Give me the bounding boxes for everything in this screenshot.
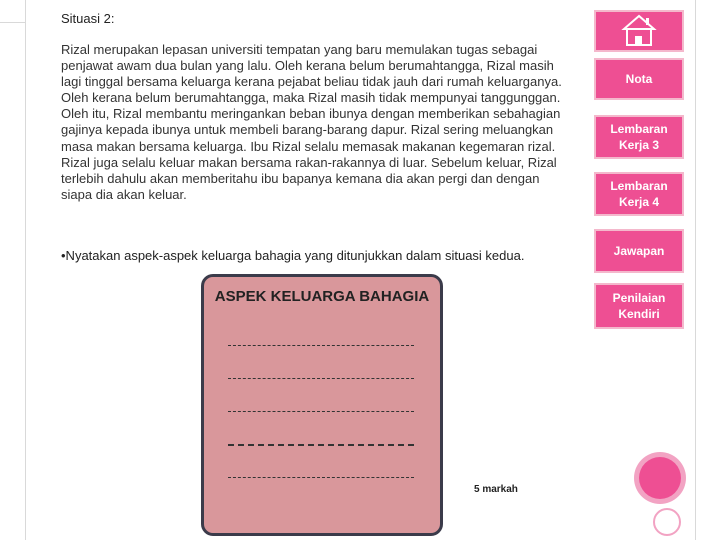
- aspek-answer-box: [201, 274, 443, 536]
- aspek-box-title: ASPEK KELUARGA BAHAGIA: [214, 288, 430, 305]
- answer-line: [228, 378, 414, 379]
- nota-button[interactable]: Nota: [594, 58, 684, 100]
- situation-title: Situasi 2:: [61, 11, 115, 26]
- lembaran-kerja-4-button[interactable]: Lembaran Kerja 4: [594, 172, 684, 216]
- penilaian-kendiri-button[interactable]: Penilaian Kendiri: [594, 283, 684, 329]
- home-icon: [594, 10, 684, 52]
- marks-label: 5 markah: [474, 484, 518, 495]
- left-frame-line: [25, 0, 26, 540]
- decorative-ring: [653, 508, 681, 536]
- situation-paragraph: Rizal merupakan lepasan universiti tempatan yang baru memulakan tugas sebagai penjawat awam dua bulan yang lalu. Oleh kerana belum berumahtangga, Rizal masih lagi tinggal bersama keluarga kerana pejabat beliau tidak jauh dari rumah keluarganya. Oleh kerana belum berumahtangga, maka Rizal masih tidak mempunyai tanggunggan. Oleh itu, Rizal membantu meringankan beban ibunya dengan memberikan sebahagian gajinya kepada ibunya untuk membeli barang-barang dapur. Rizal sering meluangkan masa makan bersama keluarga. Ibu Rizal selalu memasak makanan kegemaran rizal. Rizal juga selalu keluar makan bersama rakan-rakannya di luar. Sebelum keluar, Rizal terlebih dahulu akan memberitahu ibu bapanya kemana dia akan pergi dan dengan siapa dia akan keluar.: [61, 42, 562, 202]
- top-frame-line: [0, 22, 25, 23]
- answer-line: [228, 477, 414, 478]
- decorative-circle: [634, 452, 686, 504]
- right-frame-line: [695, 0, 696, 540]
- answer-line: [228, 411, 414, 412]
- answer-line: [228, 444, 414, 446]
- home-button[interactable]: [594, 10, 684, 52]
- jawapan-button[interactable]: Jawapan: [594, 229, 684, 273]
- answer-line: [228, 345, 414, 346]
- lembaran-kerja-3-button[interactable]: Lembaran Kerja 3: [594, 115, 684, 159]
- question-text: •Nyatakan aspek-aspek keluarga bahagia yang ditunjukkan dalam situasi kedua.: [61, 248, 525, 263]
